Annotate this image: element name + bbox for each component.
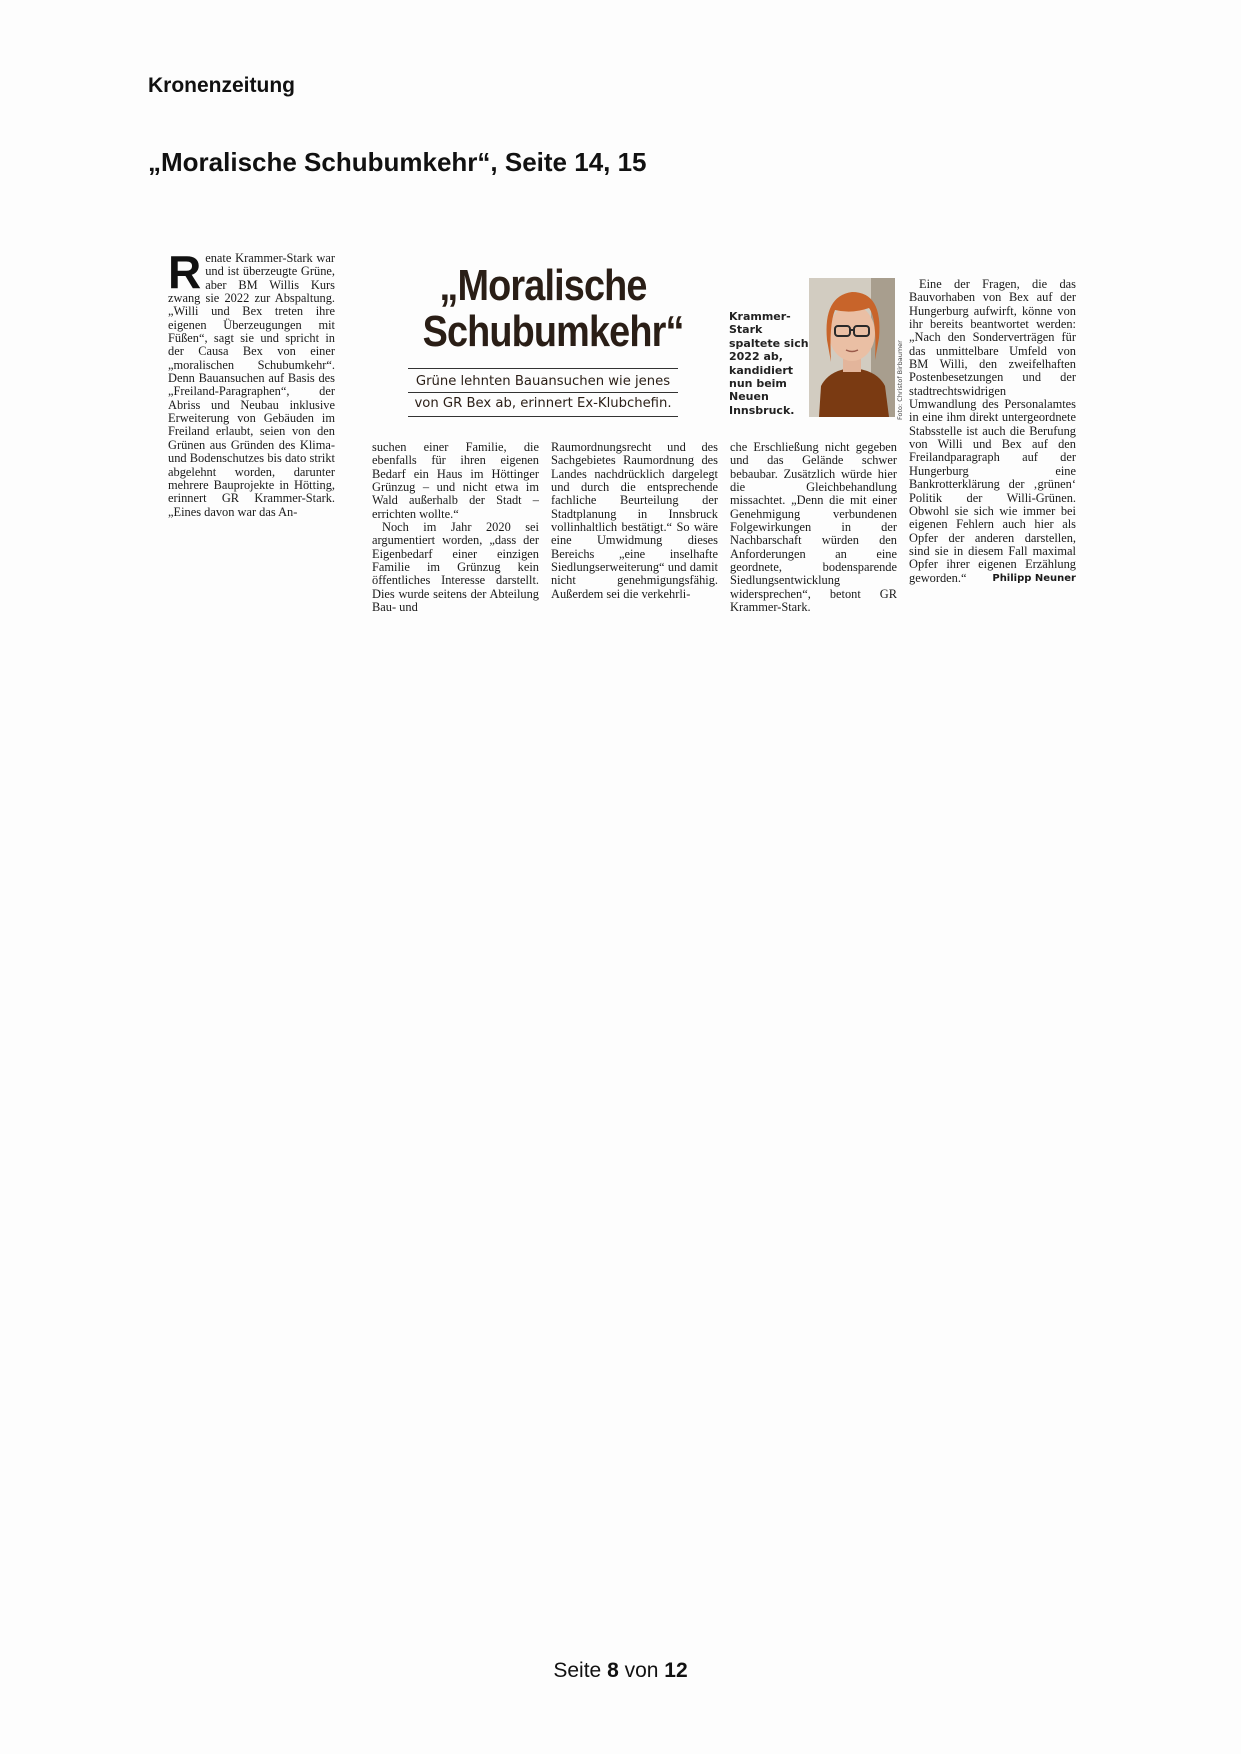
- column-2-paragraph-1: suchen einer Familie, die ebenfalls für ihren eigenen Bedarf ein Haus im Höttinger Grünzug – und nicht etwa im Wald außerhalb der Stadt – errichten wollte.“: [372, 440, 539, 521]
- subheadline-line-2: von GR Bex ab, erinnert Ex-Klubchefin.: [414, 396, 672, 411]
- page-number: [0, 1659, 1241, 1683]
- newspaper-clipping: [168, 246, 1078, 620]
- source-label: Kronenzeitung: [148, 74, 295, 97]
- column-1-text: enate Krammer-Stark war und ist überzeugte Grüne, aber BM Willis Kurs zwang sie 2022 zur Abspaltung. „Willi und Bex treten ihre eigenen Überzeugungen mit Füßen“, sagt sie und spricht in der Causa Bex von einer „moralischen Schubumkehr“. Denn Bauansuchen auf Basis des „Freiland-Paragraphen“, der Abriss und Neubau inklusive Erweiterung von Gebäuden im Freiland erlaubt, seien von den Grünen aus Gründen des Klima- und Bodenschutzes bis dato strikt abgelehnt worden, darunter mehrere Bauprojekte in Hötting, erinnert GR Krammer-Stark. „Eines davon war das An-: [168, 251, 335, 519]
- photo-credit: Foto: Christof Birbaumer: [896, 340, 904, 420]
- current-page: 8: [607, 1659, 619, 1682]
- article-column-4: [730, 441, 897, 614]
- photo-caption: Krammer-Stark spaltete sich 2022 ab, kandidiert nun beim Neuen Innsbruck.: [729, 310, 809, 417]
- portrait-photo: [809, 278, 895, 417]
- headline-line-1: „Moralische: [439, 261, 647, 310]
- column-2-paragraph-2: Noch im Jahr 2020 sei argumentiert worden, „dass der Eigenbedarf einer einzigen Familie im Grünzug kein öffentliches Interesse darstellt. Dies wurde seitens der Abteilung Bau- und: [372, 520, 539, 615]
- column-3-text: Raumordnungsrecht und des Sachgebietes Raumordnung des Landes nachdrücklich dargelegt und durch die entsprechende fachliche Beurteilung der Stadtplanung in Innsbruck vollinhaltlich bestätigt.“ So wäre eine Umwidmung dieses Bereichs „eine inselhafte Siedlungserweiterung“ und damit nicht genehmigungsfähig. Außerdem sei die verkehrli-: [551, 440, 718, 601]
- article-column-2: [372, 441, 539, 614]
- page-prefix: Seite: [553, 1659, 602, 1682]
- article-subheadline: [408, 368, 678, 417]
- portrait-illustration: [809, 278, 895, 417]
- article-column-3: [551, 441, 718, 601]
- subheadline-line-1: Grüne lehnten Bauansuchen wie jenes: [408, 371, 678, 393]
- page-middle: von: [624, 1659, 659, 1682]
- article-headline: [422, 261, 684, 356]
- total-pages: 12: [664, 1659, 688, 1682]
- column-4-text: che Erschließung nicht gegeben und das Gelände schwer bebaubar. Zusätzlich würde hier die Gleichbehandlung missachtet. „Denn die mit einer Genehmigung verbundenen Folgewirkungen in der Nachbarschaft würden den Anforderungen an eine geordnete, bodensparende Siedlungsentwicklung widersprechen“, betont GR Krammer-Stark.: [730, 440, 897, 615]
- drop-cap: R: [168, 246, 202, 298]
- headline-line-2: Schubumkehr“: [422, 307, 684, 356]
- author-byline: Philipp Neuner: [992, 572, 1076, 584]
- article-column-5: [909, 278, 1076, 585]
- document-title: „Moralische Schubumkehr“, Seite 14, 15: [148, 147, 647, 177]
- article-column-1: [168, 246, 335, 519]
- column-5-text: Eine der Fragen, die das Bauvorhaben von Bex auf der Hungerburg aufwirft, könne von ihr bereits beantwortet werden: „Nach den Sonderverträgen für das unmittelbare Umfeld von BM Willi, den zweifelhaften Postenbesetzungen und der stadtrechtswidrigen Umwandlung des Personalamtes in eine ihm direkt untergeordnete Stabsstelle ist auch die Berufung von Willi und Bex auf den Freilandparagraph auf der Hungerburg eine Bankrotterklärung der ‚grünen‘ Politik der Willi-Grünen. Obwohl sie sich wie immer bei eigenen Fehlern auch hier als Opfer der anderen darstellen, sind sie in diesem Fall maximal Opfer ihrer eigenen Erzählung geworden.“: [909, 277, 1076, 585]
